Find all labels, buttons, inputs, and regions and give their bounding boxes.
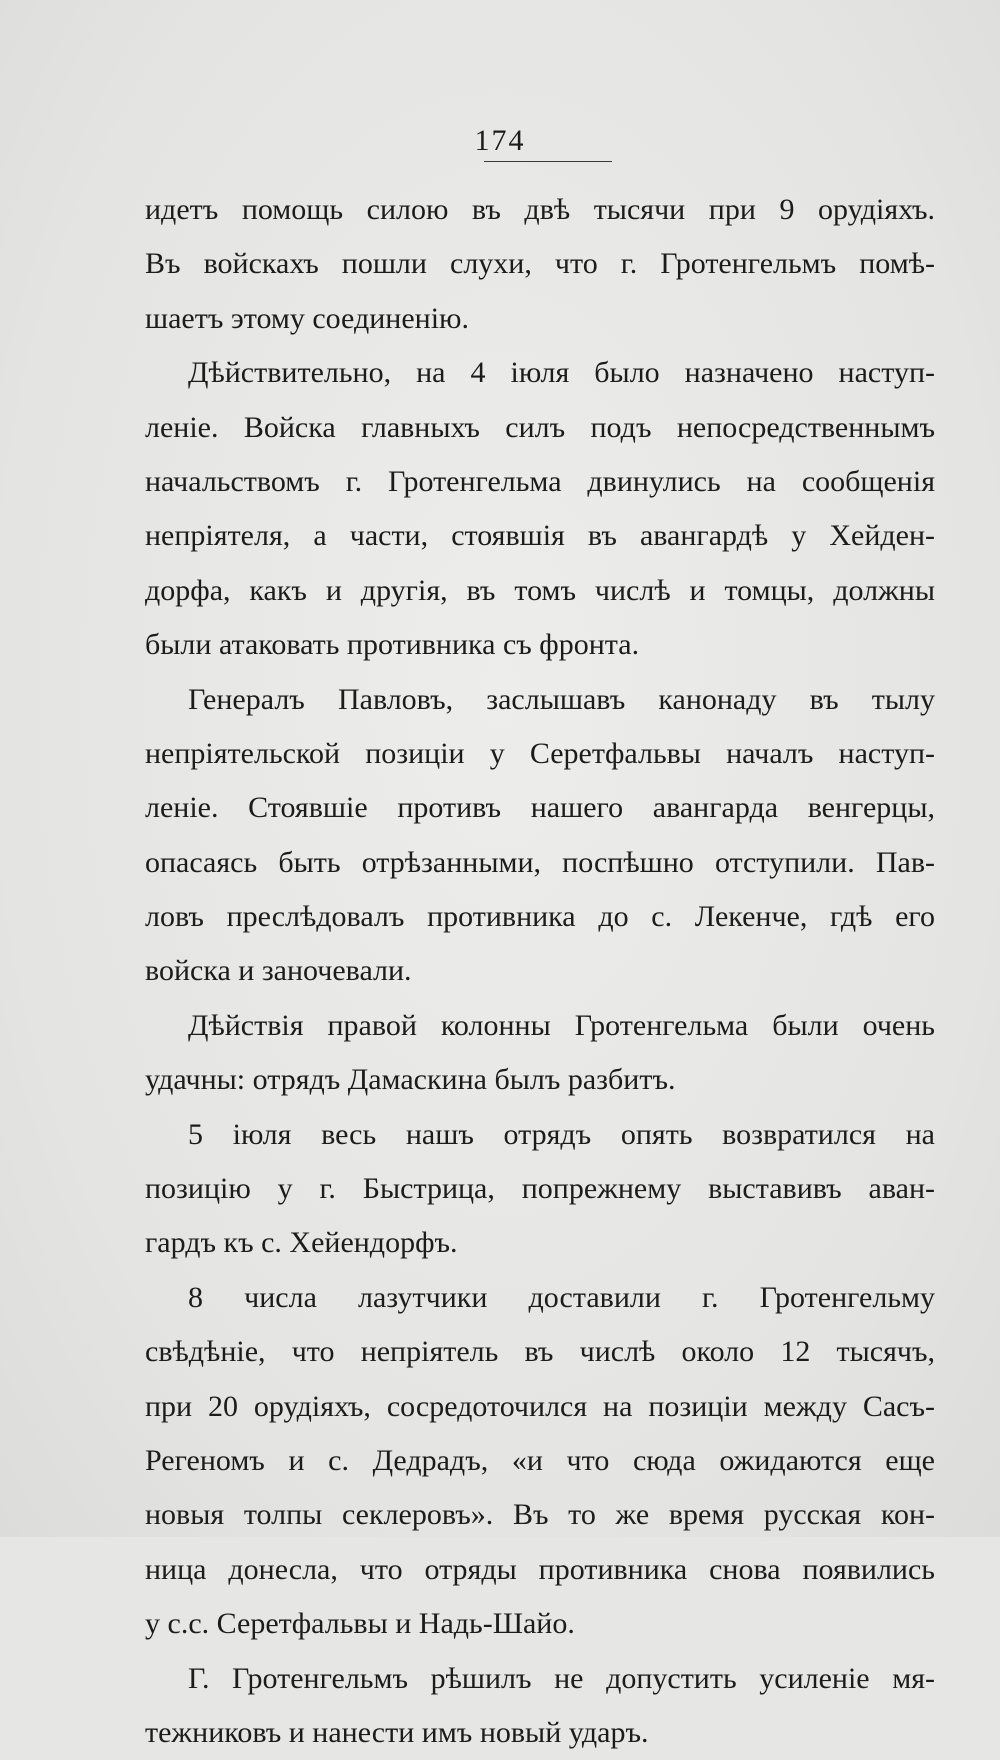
text-line: Г. Гротенгельмъ рѣшилъ не допустить усиленіе мя-	[188, 1661, 935, 1695]
text-line: ница донесла, что отряды противника снова появились	[145, 1552, 935, 1586]
text-line: идетъ помощь силою въ двѣ тысячи при 9 орудіяхъ.	[145, 193, 935, 226]
text-line: удачны: отрядъ Дамаскина былъ разбитъ.	[145, 1063, 676, 1097]
text-line: гардъ къ с. Хейендорфъ.	[145, 1226, 458, 1260]
text-line: 8 числа лазутчики доставили г. Гротенгельму	[188, 1280, 935, 1314]
body-text	[145, 183, 935, 1760]
text-line: Въ войскахъ пошли слухи, что г. Гротенгельмъ помѣ-	[145, 247, 935, 281]
page-number: 174	[474, 124, 526, 157]
text-line: новыя толпы секлеровъ». Въ то же время русская кон-	[145, 1498, 935, 1532]
page-number-rule	[484, 161, 612, 162]
text-line: начальствомъ г. Гротенгельма двинулись на сообщенія	[145, 464, 935, 498]
text-line: опасаясь быть отрѣзанными, поспѣшно отступили. Пав-	[145, 845, 935, 879]
text-line: свѣдѣніе, что непріятель въ числѣ около 12 тысячъ,	[145, 1335, 935, 1369]
text-line: были атаковать противника съ фронта.	[145, 628, 640, 662]
text-line: при 20 орудіяхъ, сосредоточился на позиціи между Сасъ-	[145, 1389, 935, 1423]
text-line: войска и заночевали.	[145, 954, 412, 988]
text-line: непріятельской позиціи у Серетфальвы началъ наступ-	[145, 736, 935, 770]
text-line: непріятеля, а части, стоявшія въ авангардѣ у Хейден-	[145, 519, 935, 553]
text-line: у с.с. Серетфальвы и Надь-Шайо.	[145, 1607, 575, 1641]
text-line: Дѣйствительно, на 4 іюля было назначено наступ-	[188, 356, 935, 390]
text-line: леніе. Стоявшіе противъ нашего авангарда венгерцы,	[145, 791, 935, 825]
text-line: дорфа, какъ и другія, въ томъ числѣ и томцы, должны	[145, 573, 935, 607]
text-line: шаетъ этому соединенію.	[145, 301, 469, 335]
text-line: 5 іюля весь нашъ отрядъ опять возвратился на	[188, 1117, 935, 1151]
text-line: Регеномъ и с. Дедрадъ, «и что сюда ожидаются еще	[145, 1443, 935, 1477]
text-line: позицію у г. Быстрица, попрежнему выставивъ аван-	[145, 1172, 935, 1206]
text-line: Генералъ Павловъ, заслышавъ канонаду въ тылу	[188, 682, 935, 716]
text-line: леніе. Войска главныхъ силъ подъ непосредственнымъ	[145, 410, 935, 444]
text-line: Дѣйствія правой колонны Гротенгельма были очень	[188, 1008, 935, 1042]
text-line: ловъ преслѣдовалъ противника до с. Лекенче, гдѣ его	[145, 900, 935, 934]
text-line: тежниковъ и нанести имъ новый ударъ.	[145, 1715, 649, 1749]
